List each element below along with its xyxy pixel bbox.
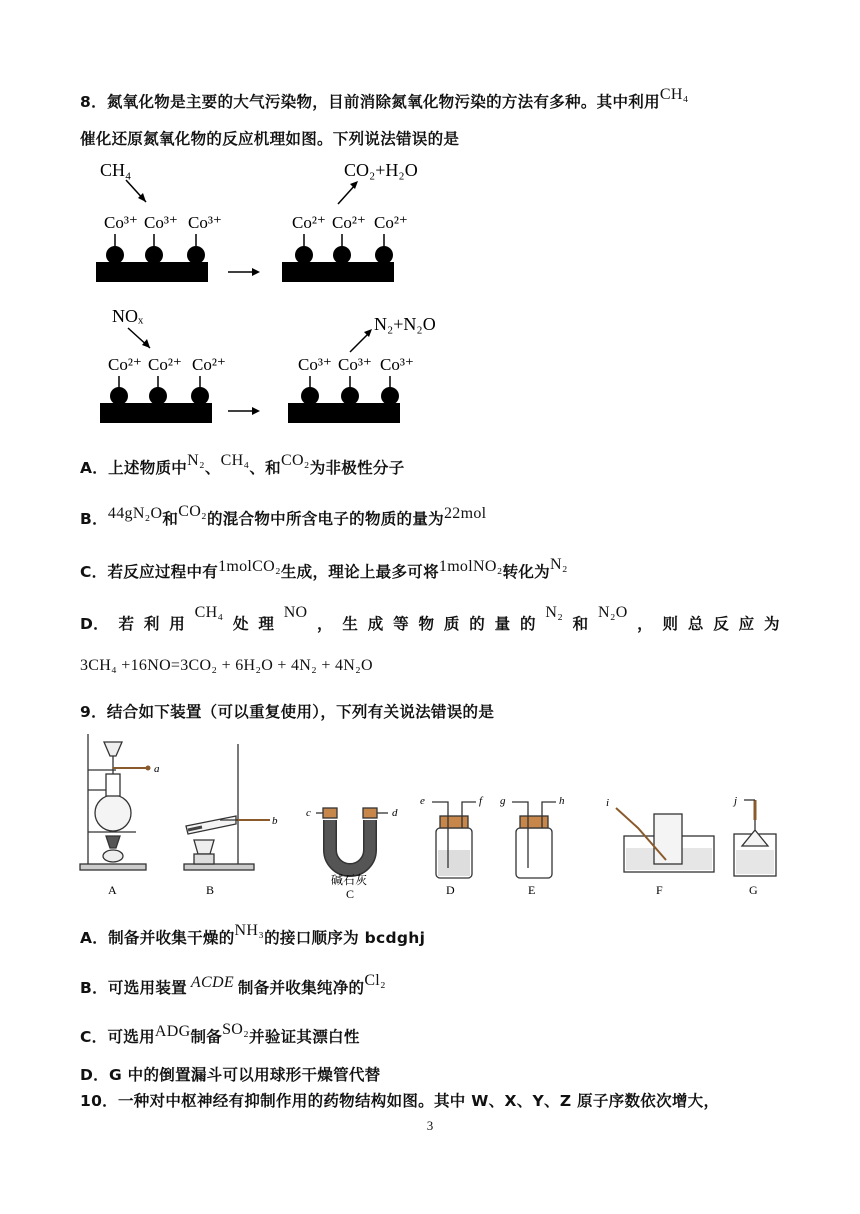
port-label-f: f: [479, 795, 483, 807]
q9-option-b: B．可选用装置 ACDE 制备并收集纯净的Cl₂: [80, 972, 386, 997]
co2-label-1: Co²⁺: [292, 213, 326, 232]
q8-option-d-word: 应: [738, 615, 755, 633]
co2-label-6: Co²⁺: [192, 355, 226, 374]
soda-lime-label: 碱石灰: [331, 873, 368, 887]
q8-stem-line1: 8．氮氧化物是主要的大气污染物，目前消除氮氧化物污染的方法有多种。其中利用CH₄: [80, 86, 689, 111]
q8-option-d-equation: 3CH₄ +16NO=3CO₂ + 6H₂O + 4N₂ + 4N₂O: [80, 657, 373, 674]
q8-option-d-word: 则: [662, 615, 679, 633]
apparatus-e: [512, 802, 556, 878]
q9-apparatus-figure: [76, 728, 782, 904]
q8-option-d-word: 生: [342, 615, 359, 633]
catalyst-base: [96, 262, 208, 282]
apparatus-label-g: G: [749, 883, 758, 897]
apparatus-label-d: D: [446, 883, 455, 897]
q8-option-d-word: 反: [713, 615, 730, 633]
apparatus-label-b: B: [206, 883, 215, 897]
apparatus-b: [184, 744, 270, 870]
q8-option-a: A．上述物质中N₂、CH₄、和CO₂为非极性分子: [80, 452, 405, 477]
q8-option-d-word: 的: [519, 615, 536, 633]
q8-option-c: C．若反应过程中有1molCO₂生成，理论上最多可将1molNO₂转化为N₂: [80, 556, 568, 581]
q8-option-d-word: 用: [169, 615, 186, 633]
port-label-h: h: [559, 795, 565, 807]
q8-option-d-word: 总: [687, 615, 704, 633]
co3-label-5: Co³⁺: [338, 355, 372, 374]
q9-stem: 9．结合如下装置（可以重复使用），下列有关说法错误的是: [80, 703, 495, 721]
port-label-e: e: [420, 795, 425, 807]
q8-option-d-word: 利: [143, 615, 160, 633]
apparatus-label-a: A: [108, 883, 117, 897]
q9-option-c: C．可选用ADG制备SO₂并验证其漂白性: [80, 1021, 360, 1046]
q8-option-d-word: 物: [418, 615, 435, 633]
apparatus-label-c: C: [346, 887, 355, 901]
page-number: 3: [426, 1118, 434, 1133]
co3-label-3: Co³⁺: [188, 213, 222, 232]
co2-label-3: Co²⁺: [374, 213, 408, 232]
q8-option-d-word: ，: [316, 615, 333, 633]
q8-option-d-word: D．: [80, 615, 109, 633]
co2-label-4: Co²⁺: [108, 355, 142, 374]
apparatus-label-f: F: [656, 883, 663, 897]
q8-option-d-word: CH₄: [194, 604, 224, 621]
co3-label-2: Co³⁺: [144, 213, 178, 232]
q9-option-d: D．G 中的倒置漏斗可以用球形干燥管代替: [80, 1066, 381, 1084]
apparatus-f: [616, 808, 714, 872]
q9-option-a: A．制备并收集干燥的NH₃的接口顺序为 bcdghj: [80, 922, 426, 947]
co3-label-4: Co³⁺: [298, 355, 332, 374]
co3-label-1: Co³⁺: [104, 213, 138, 232]
q8-mechanism-diagram: [88, 152, 508, 427]
q8-stem-ch4: CH₄: [659, 86, 689, 103]
apparatus-c: [316, 808, 388, 870]
diagram-n2-n2o-label: N₂+N₂O: [374, 314, 436, 334]
diagram-nox-label: NOₓ: [112, 306, 144, 326]
port-label-j: j: [734, 795, 738, 807]
q8-option-d-word: N₂O: [598, 604, 628, 621]
port-label-b: b: [272, 815, 278, 827]
port-label-g: g: [500, 795, 506, 807]
q8-option-d-word: NO: [283, 604, 308, 621]
diagram-ch4-label: CH₄: [100, 160, 132, 180]
q8-option-d-word: 等: [393, 615, 409, 633]
q8-option-d-word: 为: [764, 615, 780, 633]
port-label-d: d: [392, 807, 398, 819]
q8-option-d-word: ，: [637, 615, 653, 633]
q8-option-d-word: 量: [494, 615, 511, 633]
q8-option-d-word: N₂: [545, 604, 564, 621]
q8-option-d: [80, 604, 780, 634]
q8-stem-line2: 催化还原氮氧化物的反应机理如图。下列说法错误的是: [80, 130, 460, 148]
diagram-co2-h2o-label: CO₂+H₂O: [344, 160, 418, 180]
co2-label-2: Co²⁺: [332, 213, 366, 232]
q8-option-d-word: 理: [258, 615, 275, 633]
q8-option-d-word: 和: [572, 615, 589, 633]
q8-option-d-word: 的: [469, 615, 486, 633]
q10-stem: 10．一种对中枢神经有抑制作用的药物结构如图。其中 W、X、Y、Z 原子序数依次增大，: [80, 1092, 720, 1110]
q8-option-d-word: 质: [443, 615, 460, 633]
q8-option-b: B．44gN₂O和CO₂的混合物中所含电子的物质的量为22mol: [80, 503, 487, 528]
apparatus-d: [432, 802, 476, 878]
q8-option-d-word: 若: [118, 615, 135, 633]
port-label-a: a: [154, 763, 160, 775]
co3-label-6: Co³⁺: [380, 355, 414, 374]
apparatus-label-e: E: [528, 883, 536, 897]
apparatus-a: [80, 734, 151, 870]
q8-option-d-word: 成: [367, 615, 384, 633]
apparatus-g: [734, 800, 776, 876]
co2-label-5: Co²⁺: [148, 355, 182, 374]
port-label-c: c: [306, 807, 311, 819]
q8-option-d-word: 处: [232, 615, 249, 633]
port-label-i: i: [606, 797, 610, 809]
